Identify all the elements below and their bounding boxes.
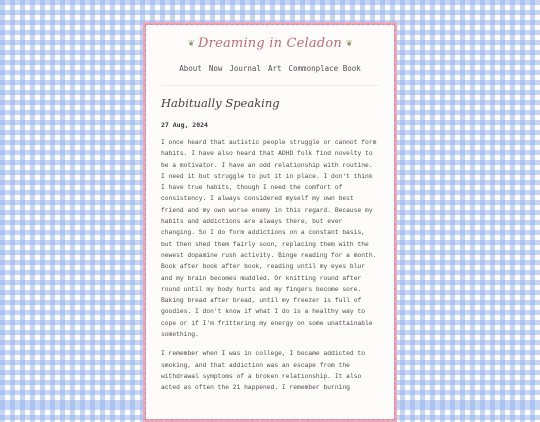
page-card bbox=[143, 22, 397, 422]
post-paragraph: I remember when I was in college, I became addicted to smoking, and that addiction was an escape from the withdrawal symptoms of a broken relationship. It also acted as often the 21 happened. I remember burning bbox=[161, 350, 366, 392]
nav-item-about[interactable]: About bbox=[179, 64, 202, 73]
bow-icon: ❦ bbox=[345, 38, 352, 49]
nav-item-now[interactable]: Now bbox=[208, 64, 223, 73]
bow-icon: ❦ bbox=[188, 38, 195, 49]
nav-item-commonplace-book[interactable]: Commonplace Book bbox=[288, 64, 361, 73]
site-header bbox=[146, 36, 394, 51]
post-paragraph: I once heard that autistic people struggle or cannot form habits. I have also heard that ADHD folk find novelty to be a motivator. I have an odd relationship with routine. I need it but struggle to put it in place. I don't think I have true habits, though I need the comfort of consistency. I always considered myself my own best friend and my own worse enemy in this regard. Because my habits and addictions are always there, but ever changing. So I do form addictions on a constant basis, but then shed them fairly soon, replacing them with the newest dopamine rush activity. Binge reading for a month. Book after book after book, reading until my eyes blur and my brain becomes muddled. Or knitting round after round until my body hurts and my fingers become sore. Baking bread after bread, until my freezer is full of goodies. I don't know if what I do is a healthy way to cope or if I'm frittering my energy on some unattainable something. bbox=[161, 139, 377, 339]
nav-item-journal[interactable]: Journal bbox=[229, 64, 261, 73]
post-content bbox=[161, 85, 379, 394]
site-title[interactable]: Dreaming in Celadon bbox=[198, 36, 342, 51]
main-nav bbox=[146, 64, 394, 73]
post-date: 27 Aug, 2024 bbox=[161, 121, 208, 129]
nav-item-art[interactable]: Art bbox=[267, 64, 282, 73]
post-title: Habitually Speaking bbox=[161, 96, 280, 110]
